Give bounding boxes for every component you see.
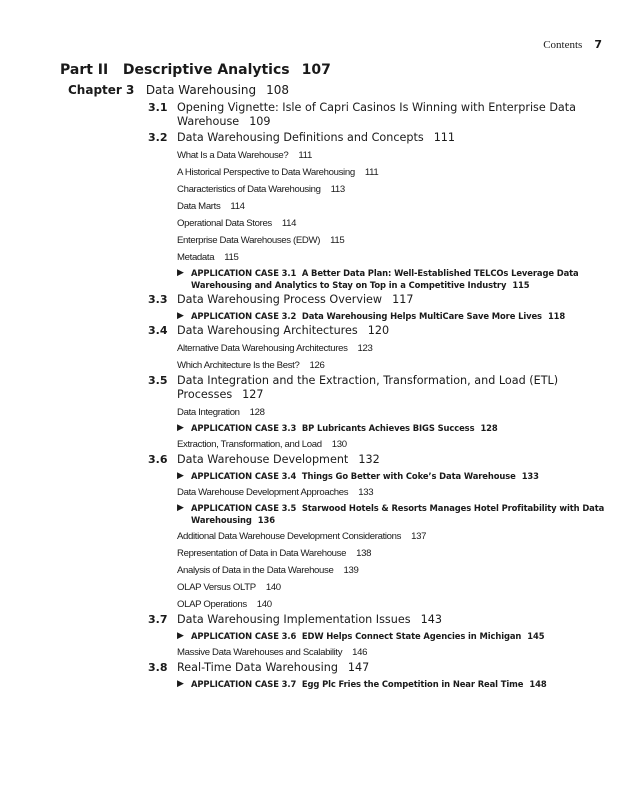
- section-number: 3.3: [148, 293, 168, 306]
- section-entry[interactable]: [146, 131, 616, 145]
- section-number: 3.5: [148, 374, 168, 387]
- part-heading: [60, 62, 331, 78]
- application-case-entry[interactable]: [146, 310, 616, 322]
- subsection-title: Massive Data Warehouses and Scalability: [177, 647, 343, 658]
- subsection-entry[interactable]: [146, 647, 616, 659]
- application-case-entry[interactable]: [146, 470, 616, 482]
- running-header: [543, 38, 602, 51]
- triangle-bullet-icon: ▶: [177, 268, 184, 278]
- subsection-title: Operational Data Stores: [177, 218, 272, 229]
- subsection-title: OLAP Operations: [177, 599, 247, 610]
- subsection-title: Which Architecture Is the Best?: [177, 360, 300, 371]
- subsection-entry[interactable]: [146, 439, 616, 451]
- section-title: Data Warehousing Architectures: [177, 324, 358, 337]
- subsection-title: Alternative Data Warehousing Architectures: [177, 343, 348, 354]
- subsection-page: 115: [224, 252, 239, 263]
- application-case-title: Things Go Better with Coke’s Data Warehouse: [301, 471, 516, 481]
- table-of-contents: [146, 99, 616, 690]
- section-entry[interactable]: [146, 293, 616, 307]
- application-case-entry[interactable]: [146, 630, 616, 642]
- subsection-title: Data Warehouse Development Approaches: [177, 487, 349, 498]
- application-case-title: EDW Helps Connect State Agencies in Michigan: [301, 631, 522, 641]
- subsection-title: What Is a Data Warehouse?: [177, 150, 289, 161]
- application-case-title: Data Warehousing Helps MultiCare Save More Lives: [301, 311, 542, 321]
- application-case-page: 118: [547, 311, 566, 321]
- chapter-page: 108: [266, 83, 290, 97]
- application-case-page: 128: [480, 423, 498, 433]
- subsection-entry[interactable]: [146, 531, 616, 543]
- subsection-title: Representation of Data in Data Warehouse: [177, 548, 347, 559]
- subsection-page: 123: [357, 343, 373, 354]
- section-number: 3.8: [148, 661, 168, 674]
- subsection-title: Metadata: [177, 252, 215, 263]
- subsection-title: Data Integration: [177, 407, 240, 418]
- section-page: 143: [420, 613, 442, 626]
- section-page: 111: [433, 131, 456, 144]
- application-case-label: APPLICATION CASE 3.5: [191, 503, 297, 513]
- subsection-entry[interactable]: [146, 201, 616, 213]
- section-number: 3.4: [148, 324, 168, 337]
- application-case-entry[interactable]: [146, 678, 616, 690]
- subsection-page: 139: [343, 565, 359, 576]
- section-page: 109: [249, 115, 271, 128]
- subsection-entry[interactable]: [146, 582, 616, 594]
- triangle-bullet-icon: ▶: [177, 679, 184, 689]
- subsection-title: Additional Data Warehouse Development Considerations: [177, 531, 402, 542]
- subsection-entry[interactable]: [146, 599, 616, 611]
- running-title: Contents: [543, 39, 583, 51]
- section-entry[interactable]: [146, 101, 616, 129]
- section-number: 3.6: [148, 453, 168, 466]
- section-title: Data Warehousing Process Overview: [177, 293, 383, 306]
- part-page: 107: [301, 62, 331, 78]
- section-page: 117: [392, 293, 414, 306]
- triangle-bullet-icon: ▶: [177, 311, 184, 321]
- application-case-page: 136: [257, 515, 275, 525]
- page-number: 7: [594, 38, 602, 51]
- application-case-label: APPLICATION CASE 3.7: [191, 679, 297, 689]
- application-case-title: BP Lubricants Achieves BIGS Success: [301, 423, 475, 433]
- subsection-entry[interactable]: [146, 218, 616, 230]
- section-page: 127: [242, 388, 264, 401]
- triangle-bullet-icon: ▶: [177, 503, 184, 513]
- section-title: Opening Vignette: Isle of Capri Casinos Is Winning with Enterprise Data Warehouse: [177, 101, 577, 128]
- application-case-page: 148: [529, 679, 547, 689]
- subsection-entry[interactable]: [146, 150, 616, 162]
- triangle-bullet-icon: ▶: [177, 471, 184, 481]
- section-entry[interactable]: [146, 661, 616, 675]
- application-case-title: A Better Data Plan: Well-Established TELCOs Leverage Data Warehousing and Analytics to Stay on Top in a Competitive Industry: [191, 268, 579, 290]
- subsection-page: 114: [230, 201, 245, 212]
- section-page: 147: [347, 661, 370, 674]
- subsection-page: 113: [330, 184, 345, 195]
- subsection-entry[interactable]: [146, 407, 616, 419]
- subsection-title: OLAP Versus OLTP: [177, 582, 256, 593]
- subsection-entry[interactable]: [146, 343, 616, 355]
- section-title: Real-Time Data Warehousing: [177, 661, 338, 674]
- subsection-page: 138: [356, 548, 372, 559]
- subsection-title: Enterprise Data Warehouses (EDW): [177, 235, 321, 246]
- subsection-entry[interactable]: [146, 184, 616, 196]
- application-case-entry[interactable]: [146, 502, 616, 526]
- subsection-entry[interactable]: [146, 360, 616, 372]
- application-case-entry[interactable]: [146, 267, 616, 291]
- chapter-heading: [68, 83, 289, 97]
- section-title: Data Warehouse Development: [177, 453, 349, 466]
- application-case-label: APPLICATION CASE 3.3: [191, 423, 297, 433]
- section-page: 120: [367, 324, 390, 337]
- application-case-title: Egg Plc Fries the Competition in Near Real Time: [301, 679, 524, 689]
- subsection-title: Analysis of Data in the Data Warehouse: [177, 565, 334, 576]
- section-entry[interactable]: [146, 453, 616, 467]
- section-entry[interactable]: [146, 324, 616, 338]
- subsection-page: 140: [256, 599, 272, 610]
- section-number: 3.1: [148, 101, 168, 114]
- triangle-bullet-icon: ▶: [177, 631, 184, 641]
- chapter-title: Data Warehousing: [145, 83, 257, 97]
- section-number: 3.2: [148, 131, 168, 144]
- subsection-page: 115: [330, 235, 345, 246]
- subsection-page: 133: [358, 487, 374, 498]
- section-page: 132: [358, 453, 380, 466]
- application-case-entry[interactable]: [146, 422, 616, 434]
- subsection-page: 111: [364, 167, 379, 178]
- application-case-page: 133: [521, 471, 539, 481]
- subsection-page: 111: [298, 150, 312, 161]
- section-entry[interactable]: [146, 374, 616, 402]
- application-case-title: Starwood Hotels & Resorts Manages Hotel Profitability with Data Warehousing: [191, 503, 605, 525]
- chapter-label: Chapter 3: [68, 83, 135, 97]
- subsection-page: 126: [309, 360, 325, 371]
- section-title: Data Warehousing Definitions and Concepts: [177, 131, 424, 144]
- subsection-entry[interactable]: [146, 235, 616, 247]
- section-title: Data Integration and the Extraction, Transformation, and Load (ETL) Processes: [177, 374, 559, 401]
- subsection-entry[interactable]: [146, 565, 616, 577]
- subsection-page: 114: [281, 218, 297, 229]
- subsection-title: Characteristics of Data Warehousing: [177, 184, 321, 195]
- subsection-title: A Historical Perspective to Data Warehousing: [177, 167, 355, 178]
- subsection-page: 146: [352, 647, 368, 658]
- section-title: Data Warehousing Implementation Issues: [177, 613, 411, 626]
- subsection-title: Extraction, Transformation, and Load: [177, 439, 322, 450]
- subsection-entry[interactable]: [146, 548, 616, 560]
- triangle-bullet-icon: ▶: [177, 423, 184, 433]
- subsection-page: 130: [331, 439, 347, 450]
- application-case-page: 115: [512, 280, 530, 290]
- subsection-entry[interactable]: [146, 252, 616, 264]
- subsection-title: Data Marts: [177, 201, 221, 212]
- application-case-label: APPLICATION CASE 3.6: [191, 631, 297, 641]
- subsection-page: 128: [249, 407, 265, 418]
- part-title: Descriptive Analytics: [122, 62, 290, 78]
- part-label: Part II: [60, 62, 109, 78]
- section-number: 3.7: [148, 613, 168, 626]
- subsection-entry[interactable]: [146, 167, 616, 179]
- application-case-label: APPLICATION CASE 3.4: [191, 471, 297, 481]
- application-case-label: APPLICATION CASE 3.2: [191, 311, 297, 321]
- section-entry[interactable]: [146, 613, 616, 627]
- subsection-page: 137: [411, 531, 427, 542]
- subsection-entry[interactable]: [146, 487, 616, 499]
- subsection-page: 140: [265, 582, 281, 593]
- application-case-label: APPLICATION CASE 3.1: [191, 268, 297, 278]
- application-case-page: 145: [527, 631, 545, 641]
